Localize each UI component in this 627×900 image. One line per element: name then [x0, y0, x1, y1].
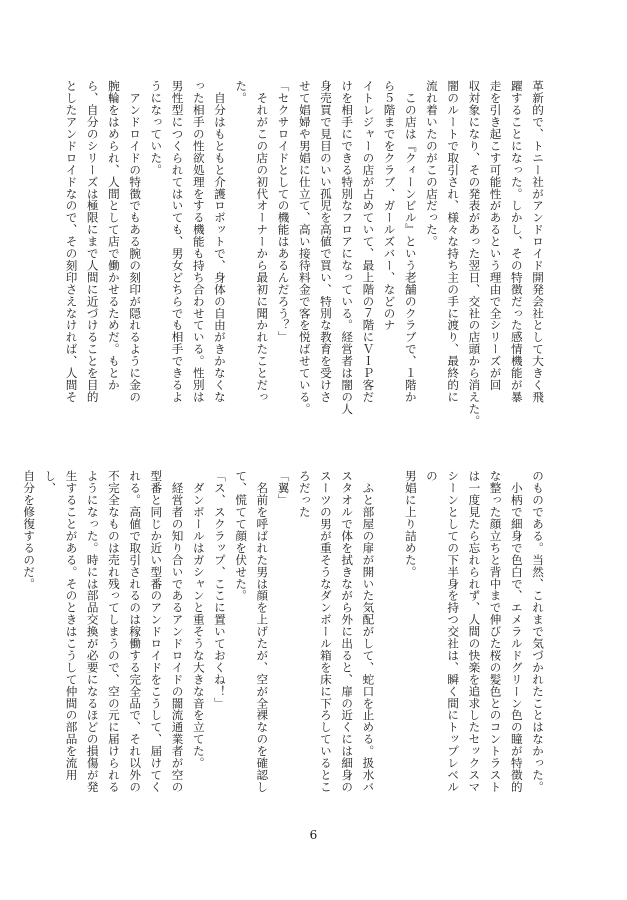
text-line: ようになった。時には部品交換が必要になるほどの損傷が発	[85, 470, 100, 793]
text-line: うになっていた。	[149, 80, 164, 176]
text-line: った相手の性欲処理をする機能も持ち合わせている。性別は	[191, 80, 206, 403]
text-line: イトレジャーの店が占めていて、最上階の７階にＶＩＰ客だ	[361, 80, 376, 403]
text-line: 小柄で細身で色白で、エメラルドグリーン色の瞳が特徴的	[509, 470, 524, 793]
text-line: のものである。当然、これまで気づかれたことはなかった。	[531, 470, 545, 793]
text-line: 流れ着いたのがこの店だった。	[424, 80, 439, 248]
text-line: 生することがある。そのときはこうして仲間の部品を流用し、	[43, 470, 79, 781]
text-line: 走を引き起こす可能性があるという理由で全シリーズが回	[488, 80, 503, 391]
text-line: は一度見たら忘れられず、人間の快楽を追求したセックスマ	[467, 470, 482, 793]
text-line: 「翼」	[276, 470, 291, 506]
upper-text-block	[64, 80, 548, 452]
text-line: せて娼婦や男娼に仕立て、高い接待料金で客を悦ばせている。	[297, 80, 312, 415]
text-line: 闇のルートで取引され、様々な持ち主の手に渡り、最終的に	[446, 80, 461, 403]
text-line: この店は『クィーンビル』という老舗のクラブで、１階か	[403, 80, 418, 403]
text-line: 自分はもともと介護ロボットで、身体の自由がきかなくな	[212, 80, 227, 403]
text-line: れる。高値で取引されるのは稼働する完全品で、それ以外の	[128, 470, 143, 793]
text-line: 腕輪をはめられ、人間として店で働かせるためだ。もとか	[106, 80, 121, 391]
text-line: 型番と同じか近い型番のアンドロイドをこうして、届けてく	[149, 470, 164, 793]
text-line: スタオルで体を拭きながら外に出ると、扉の近くには細身の	[340, 470, 355, 793]
page-number: 6	[309, 828, 318, 842]
text-line: 「セクサロイドとしての機能はあるんだろう？」	[276, 80, 291, 343]
text-line: ら、自分のシリーズは極限にまで人間に近づけることを目的	[85, 80, 100, 403]
text-line	[378, 470, 399, 800]
lower-text-block	[22, 470, 548, 800]
text-line: 収対象になり、その発表があった翌日、交社の店頭から消えた。	[467, 80, 482, 427]
text-line: 名前を呼ばれた男は顔を上げたが、空が全裸なのを確認し	[255, 470, 270, 793]
text-line: て、慌てて顔を伏せた。	[234, 470, 249, 602]
text-line: アンドロイドの特徴でもある腕の刻印が隠れるように金の	[128, 80, 143, 403]
text-line: た。	[234, 80, 249, 104]
text-line: ら５階までをクラブ、ガールズバー、などのナ	[382, 80, 397, 331]
text-line: シーンとしての下半身を持つ交社は、瞬く間にトップレベルの	[424, 470, 461, 793]
text-line: 「ス、スクラップ、ここに置いておくね！」	[212, 470, 227, 709]
text-line: 自分を修復するのだ。	[22, 470, 37, 590]
text-line: 躍することになった。しかし、その特徴だった感情機能が暴	[509, 80, 524, 403]
text-line: な整った顔立ちと背中まで伸びた桜の髪色とのコントラスト	[488, 470, 503, 793]
text-line: ふと部屋の扉が開いた気配がして、蛇口を止める。扱水バ	[361, 470, 376, 793]
text-line: それがこの店の初代オーナーから最初に聞かれたことだっ	[255, 80, 270, 403]
text-line: けを相手にできる特別なフロアになっている。経営者は闇の人	[340, 80, 355, 415]
text-line: としたアンドロイドなので、その刻印さえなければ、人間そ	[64, 80, 79, 403]
text-line: 男娼に上り詰めた。	[403, 470, 418, 578]
text-line: 不完全なものは売れ残ってしまうので、空の元に届けられる	[106, 470, 121, 793]
text-line: 身売買で見目のいい孤児を高値で買い、特別な教育を受けさ	[318, 80, 333, 403]
text-line: ろだった	[297, 470, 312, 518]
text-line: ダンボールはガシャンと重そうな大きな音を立てた。	[191, 470, 206, 769]
text-line: 男性型につくられてはいても、男女どちらでも相手できるよ	[170, 80, 185, 403]
text-line: スーツの男が重そうなダンボール箱を床に下ろしているとこ	[318, 470, 333, 793]
text-line: 経営者の知り合いであるアンドロイドの闇流通業者が空の	[170, 470, 185, 793]
text-line: 革新的で、トニー社がアンドロイド開発会社として大きく飛	[531, 80, 545, 403]
